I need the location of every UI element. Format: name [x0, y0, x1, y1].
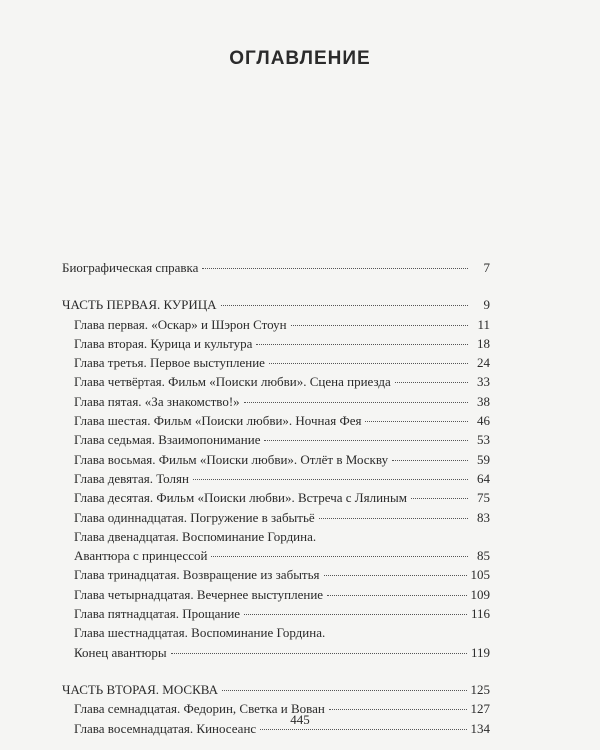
- dot-leader: [327, 595, 466, 596]
- dot-leader: [221, 305, 469, 306]
- toc-entry: [62, 372, 490, 391]
- toc-part-heading: [62, 680, 490, 699]
- toc-entry: [62, 488, 490, 507]
- toc-entry-page: 11: [477, 316, 490, 332]
- dot-leader: [222, 690, 467, 691]
- toc-entry-page: 33: [477, 374, 490, 390]
- toc-entry-title: Авантюра с принцессой: [74, 548, 208, 564]
- toc-entry-page: 134: [470, 720, 490, 736]
- toc-entry-title: Глава четырнадцатая. Вечернее выступление: [74, 586, 324, 602]
- toc-entry: [62, 353, 490, 372]
- toc-entry-title: Глава первая. «Оскар» и Шэрон Стоун: [74, 316, 287, 332]
- toc-entry: [62, 469, 490, 488]
- toc-entry-title: Глава тринадцатая. Возвращение из забытья: [74, 567, 320, 583]
- dot-leader: [392, 460, 468, 461]
- toc-entry: [62, 411, 490, 430]
- toc-entry: [62, 315, 490, 334]
- toc-entry-page: 127: [470, 701, 490, 717]
- toc-entry-page: 116: [470, 606, 490, 622]
- toc-entry-page: 9: [483, 297, 490, 313]
- dot-leader: [395, 382, 468, 383]
- page-title: ОГЛАВЛЕНИЕ: [229, 48, 371, 69]
- dot-leader: [256, 344, 468, 345]
- toc-entry: [62, 258, 490, 277]
- toc-entry-title: Конец авантюры: [74, 644, 167, 660]
- toc-entry-page: 53: [477, 432, 490, 448]
- dot-leader: [260, 729, 466, 730]
- dot-leader: [269, 363, 468, 364]
- toc-entry: [62, 392, 490, 411]
- dot-leader: [319, 518, 468, 519]
- toc-entry-title: Глава десятая. Фильм «Поиски любви». Встреча с Лялиным: [74, 490, 407, 506]
- toc-entry-page: 125: [470, 681, 490, 697]
- toc-entry-title: Глава одиннадцатая. Погружение в забытьё: [74, 509, 315, 525]
- toc-entry-continuation: [62, 643, 490, 662]
- dot-leader: [244, 614, 467, 615]
- page-number: 445: [290, 712, 310, 727]
- toc-entry-title: Глава восемнадцатая. Киносеанс: [74, 720, 257, 736]
- dot-leader: [244, 402, 468, 403]
- toc-entry-title: ЧАСТЬ ВТОРАЯ. МОСКВА: [62, 681, 218, 697]
- toc-entry: [62, 565, 490, 584]
- toc-entry-title: Глава шестнадцатая. Воспоминание Гордина.: [74, 625, 326, 641]
- toc-entry-title: Глава шестая. Фильм «Поиски любви». Ночная Фея: [74, 413, 362, 429]
- toc-entry: [62, 508, 490, 527]
- dot-leader: [264, 440, 468, 441]
- toc-entry-continuation: [62, 546, 490, 565]
- toc-entry-page: 18: [477, 335, 490, 351]
- dot-leader: [202, 268, 468, 269]
- toc-entry-page: 85: [477, 548, 490, 564]
- toc-entry-title: Глава четвёртая. Фильм «Поиски любви». Сцена приезда: [74, 374, 391, 390]
- toc-entry: [62, 334, 490, 353]
- toc-entry-page: 83: [477, 509, 490, 525]
- toc-entry-title: Глава пятнадцатая. Прощание: [74, 606, 241, 622]
- toc-entry-title: Глава вторая. Курица и культура: [74, 335, 253, 351]
- dot-leader: [193, 479, 468, 480]
- toc-entry-page: 105: [470, 567, 490, 583]
- dot-leader: [365, 421, 468, 422]
- toc-entry-first-line: [62, 623, 490, 642]
- dot-leader: [324, 575, 467, 576]
- dot-leader: [211, 556, 468, 557]
- toc-entry-page: 7: [483, 260, 490, 275]
- toc-entry-title: Глава третья. Первое выступление: [74, 355, 265, 371]
- toc-entry-page: 75: [477, 490, 490, 506]
- toc-entry-page: 109: [470, 586, 490, 602]
- section-gap: [62, 662, 490, 680]
- toc-entry-title: Глава девятая. Толян: [74, 470, 189, 486]
- toc-entry-page: 46: [477, 413, 490, 429]
- toc-entry: [62, 585, 490, 604]
- toc-entry-title: Биографическая справка: [62, 260, 199, 275]
- section-gap: [62, 277, 490, 295]
- toc-entry-page: 59: [477, 451, 490, 467]
- toc-part-heading: [62, 295, 490, 314]
- toc-entry: [62, 450, 490, 469]
- toc-entry-page: 64: [477, 470, 490, 486]
- toc-entry-page: 24: [477, 355, 490, 371]
- dot-leader: [329, 709, 467, 710]
- toc-entry-page: 38: [477, 393, 490, 409]
- toc-entry-title: Глава седьмая. Взаимопонимание: [74, 432, 261, 448]
- dot-leader: [291, 325, 468, 326]
- toc-entry-title: Глава двенадцатая. Воспоминание Гордина.: [74, 528, 317, 544]
- toc-entry-title: Глава пятая. «За знакомство!»: [74, 393, 240, 409]
- toc-entry-page: 119: [470, 644, 490, 660]
- toc-entry: [62, 604, 490, 623]
- toc-entry-title: Глава семнадцатая. Федорин, Светка и Вован: [74, 701, 325, 717]
- dot-leader: [411, 498, 468, 499]
- toc-entry: [62, 430, 490, 449]
- toc-entry-first-line: [62, 527, 490, 546]
- toc-entry-title: Глава восьмая. Фильм «Поиски любви». Отлёт в Москву: [74, 451, 389, 467]
- toc-entry-title: ЧАСТЬ ПЕРВАЯ. КУРИЦА: [62, 297, 217, 313]
- table-of-contents: [62, 258, 490, 738]
- dot-leader: [171, 653, 467, 654]
